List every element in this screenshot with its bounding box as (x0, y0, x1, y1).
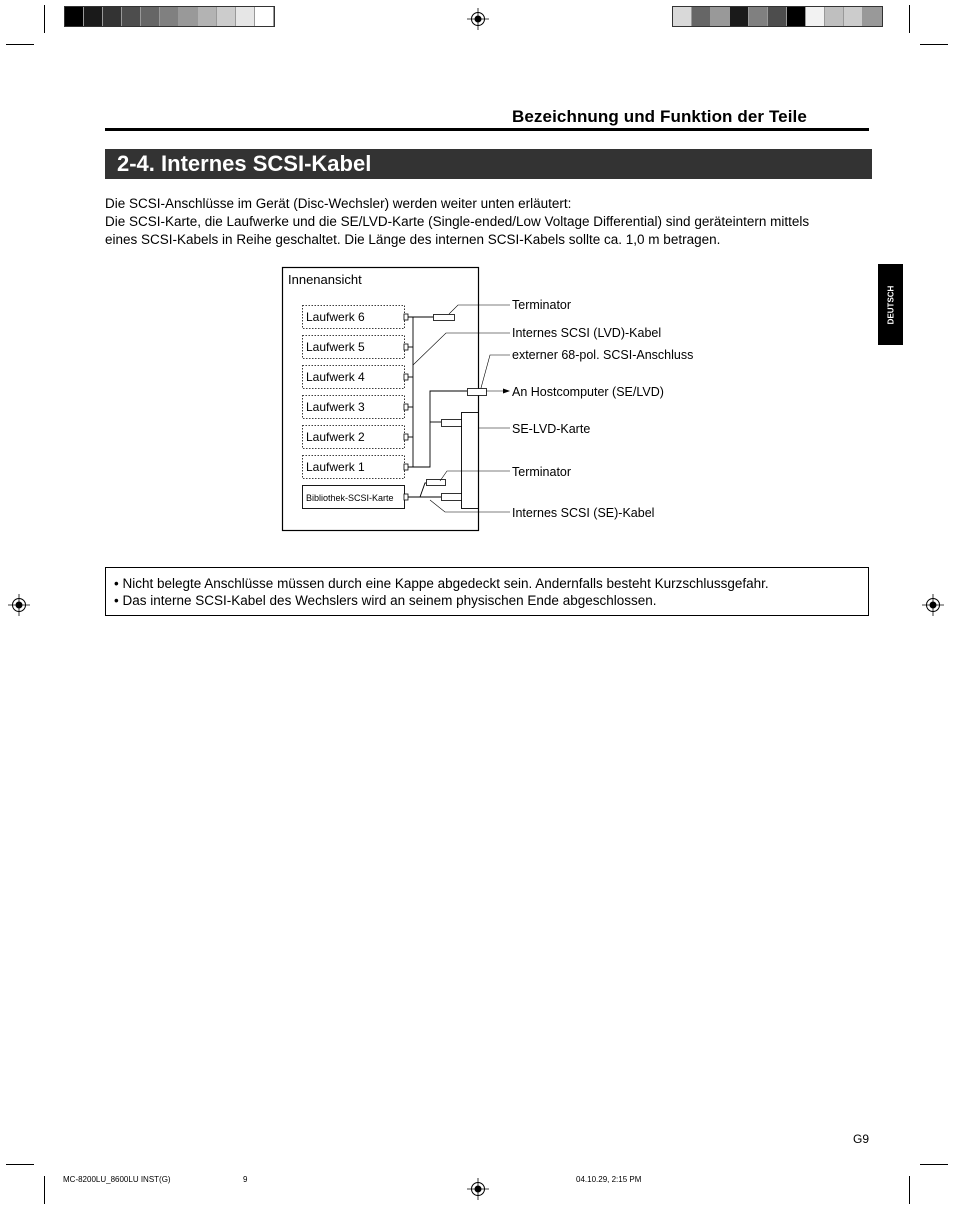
color-swatch (844, 7, 863, 26)
note-item: • Nicht belegte Anschlüsse müssen durch eine Kappe abgedeckt sein. Andernfalls besteht Kurzschlussgefahr. (114, 576, 769, 591)
registration-mark-right-icon (922, 594, 944, 616)
page-title: 2-4. Internes SCSI-Kabel (117, 151, 372, 176)
drive-label: Laufwerk 5 (306, 340, 365, 354)
registration-mark-top-icon (467, 8, 489, 30)
header-rule (105, 128, 869, 131)
color-swatch (749, 7, 768, 26)
drive-label: Laufwerk 6 (306, 310, 365, 324)
color-swatch (255, 7, 274, 26)
section-header: Bezeichnung und Funktion der Teile (512, 107, 807, 126)
color-swatch (711, 7, 730, 26)
arrow-host-icon (503, 389, 510, 394)
external-connector (468, 389, 487, 396)
color-bar-left (64, 6, 275, 27)
crop-mark (909, 5, 910, 33)
drive-label: Laufwerk 3 (306, 400, 365, 414)
label-ext-connector: externer 68-pol. SCSI-Anschluss (512, 348, 694, 362)
label-terminator-bottom: Terminator (512, 465, 572, 479)
color-swatch (236, 7, 255, 26)
title-bar (105, 149, 872, 179)
crop-mark (44, 5, 45, 33)
registration-mark-bottom-icon (467, 1178, 489, 1200)
color-swatch (65, 7, 84, 26)
color-swatch (141, 7, 160, 26)
color-swatch (730, 7, 749, 26)
intro-line-2: Die SCSI-Karte, die Laufwerke und die SE/LVD-Karte (Single-ended/Low Voltage Differential) sind geräteintern mittels (105, 214, 810, 229)
color-swatch (84, 7, 103, 26)
footer-doc-id: MC-8200LU_8600LU INST(G) (63, 1175, 171, 1184)
crop-mark (6, 44, 34, 45)
terminator-bottom (427, 480, 446, 486)
color-swatch (768, 7, 787, 26)
footer-page: 9 (243, 1175, 248, 1184)
terminator-top (434, 315, 455, 321)
color-swatch (160, 7, 179, 26)
drive-label: Laufwerk 2 (306, 430, 365, 444)
intro-line-1: Die SCSI-Anschlüsse im Gerät (Disc-Wechsler) werden weiter unten erläutert: (105, 196, 572, 211)
color-swatch (179, 7, 198, 26)
color-swatch (692, 7, 711, 26)
scsi-wiring-diagram (270, 260, 700, 540)
drive-label: Laufwerk 1 (306, 460, 365, 474)
color-swatch (217, 7, 236, 26)
page-number: G9 (853, 1132, 870, 1146)
label-se-lvd-card: SE-LVD-Karte (512, 422, 591, 436)
label-lvd-cable: Internes SCSI (LVD)-Kabel (512, 326, 662, 340)
color-swatch (198, 7, 217, 26)
color-swatch (122, 7, 141, 26)
color-swatch (825, 7, 844, 26)
color-swatch (103, 7, 122, 26)
label-host: An Hostcomputer (SE/LVD) (512, 385, 664, 399)
color-swatch (787, 7, 806, 26)
crop-mark (6, 1164, 34, 1165)
box-title: Innenansicht (288, 272, 362, 287)
color-swatch (863, 7, 882, 26)
label-se-cable: Internes SCSI (SE)-Kabel (512, 506, 655, 520)
label-terminator-top: Terminator (512, 298, 572, 312)
drive-label: Laufwerk 4 (306, 370, 365, 384)
crop-mark (44, 1176, 45, 1204)
color-bar-right (672, 6, 883, 27)
notes-box (105, 567, 869, 616)
registration-mark-left-icon (8, 594, 30, 616)
crop-mark (920, 1164, 948, 1165)
crop-mark (909, 1176, 910, 1204)
crop-mark (920, 44, 948, 45)
language-tab (878, 264, 903, 345)
enclosure-box (283, 268, 479, 531)
intro-line-3: eines SCSI-Kabels in Reihe geschaltet. Die Länge des internen SCSI-Kabels sollte ca. 1,0 m betragen. (105, 232, 721, 247)
color-swatch (806, 7, 825, 26)
library-card-label: Bibliothek-SCSI-Karte (306, 493, 394, 503)
language-tab-label: DEUTSCH (886, 285, 895, 324)
color-swatch (673, 7, 692, 26)
note-item: • Das interne SCSI-Kabel des Wechslers wird an seinem physischen Ende abgeschlossen. (114, 593, 657, 608)
footer-date: 04.10.29, 2:15 PM (576, 1175, 642, 1184)
